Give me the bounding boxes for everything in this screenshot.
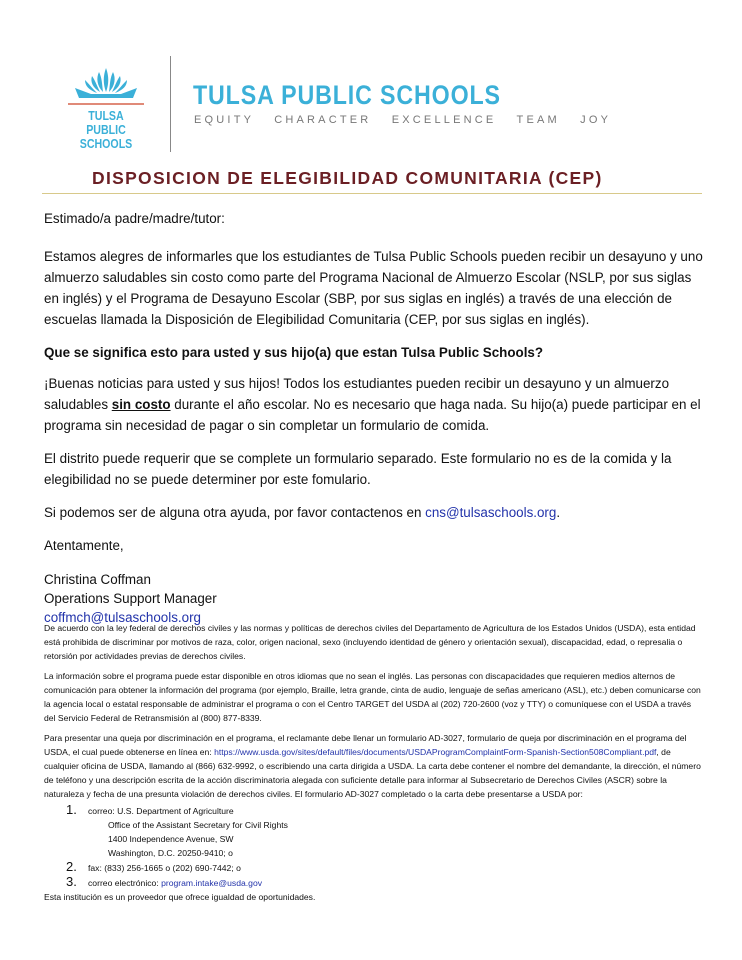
list-number: 3. <box>66 874 77 889</box>
list-item <box>44 803 704 818</box>
signature <box>44 570 704 627</box>
fax-line: fax: (833) 256-1665 o (202) 690-7442; o <box>88 863 241 873</box>
tps-logo <box>62 64 150 151</box>
header-divider <box>170 56 171 152</box>
letter-body <box>44 208 704 627</box>
paragraph-3: El distrito puede requerir que se complete un formulario separado. Este formulario no es de la comida y la elegibilidad no se puede determiner por este fomulario. <box>44 451 672 487</box>
nondiscrimination-footer <box>44 621 704 904</box>
address-line: correo: U.S. Department of Agriculture <box>88 806 234 816</box>
para2-text-a: ¡Buenas noticias para usted y sus hijos! Todos los estudiantes pueden recibir un desayuno y un almuerzo saludables <box>44 376 670 412</box>
footer-paragraph-2: La información sobre el programa puede estar disponible en otros idiomas que no sean el inglés. Las personas con discapacidades que requieren medios alternos de comunicación para obtener la información del programa (por ejemplo, Braille, letra grande, cinta de audio, lenguaje de señas americano (ASL), etc.) deben comunicarse con la agencia local o estatal responsable de administrar el programa o con el Centro TARGET del USDA al (202) 720-2600 (voz y TTY) o comuníquese con el USDA a través del Servicio Federal de Retransmisión al (800) 877-8339. <box>44 671 701 723</box>
para2-text-c: durante el año escolar. No es necesario que haga nada. Su hijo(a) puede participar en el programa sin necesidad de pagar o sin completar un formulario de comida. <box>44 397 701 433</box>
address-line: 1400 Independence Avenue, SW <box>108 834 234 844</box>
address-line: Office of the Assistant Secretary for Civil Rights <box>108 820 288 830</box>
contact-line: Si podemos ser de alguna otra ayuda, por favor contactenos en cns@tulsaschools.org. <box>44 505 561 520</box>
complaint-form-link[interactable]: https://www.usda.gov/sites/default/files/documents/USDAProgramComplaintForm-Spanish-Section508Compliant.pdf <box>214 747 657 757</box>
greeting: Estimado/a padre/madre/tutor: <box>44 211 225 226</box>
closing: Atentamente, <box>44 538 124 553</box>
signer-name: Christina Coffman <box>44 572 151 587</box>
list-number: 2. <box>66 859 77 874</box>
list-item <box>44 875 704 890</box>
book-flame-icon <box>71 64 141 100</box>
logo-line-2: SCHOOLS <box>79 137 133 151</box>
list-item <box>44 860 704 875</box>
equal-opportunity-statement: Esta institución es un proveedor que ofrece igualdad de oportunidades. <box>44 892 316 902</box>
list-number: 1. <box>66 802 77 817</box>
paragraph-2 <box>44 373 704 436</box>
usda-email-link[interactable]: program.intake@usda.gov <box>161 878 263 888</box>
brand-name: TULSA PUBLIC SCHOOLS <box>193 80 501 110</box>
contact-email-link[interactable]: cns@tulsaschools.org <box>425 505 557 520</box>
question-heading: Que se significa esto para usted y sus hijo(a) que estan Tulsa Public Schools? <box>44 345 544 360</box>
tagline: EQUITY CHARACTER EXCELLENCE TEAM JOY <box>194 114 612 126</box>
page-title: DISPOSICION DE ELEGIBILIDAD COMUNITARIA (CEP) <box>92 168 603 188</box>
logo-text <box>69 109 144 151</box>
sin-costo-emphasis: sin costo <box>111 397 171 412</box>
footer-paragraph-1: De acuerdo con la ley federal de derechos civiles y las normas y políticas de derechos civiles del Departamento de Agricultura de los Estados Unidos (USDA), esta entidad está prohibida de discriminar por motivos de raza, color, origen nacional, sexo (incluyendo identidad de género y orientación sexual), discapacidad, edad, o represalia o retorsión por actividades previas de derechos civiles. <box>44 623 696 661</box>
p3-text-b: , de cualquier oficina de USDA, llamando al (866) 632-9992, o escribiendo una carta dirigida a USDA. La carta debe contener el nombre del demandante, la dirección, el número de teléfono y una descripción escrita de la acción discriminatoria alegada con suficiente detalle para informar al Subsecretario de Derechos Civiles (ASCR) sobre la naturaleza y fecha de una presunta violación de derechos civiles. El formulario AD-3027 completado o la carta debe presentarse a USDA por: <box>44 747 701 799</box>
address-line: Washington, D.C. 20250-9410; o <box>108 848 233 858</box>
title-rule <box>42 193 702 194</box>
signer-email-link[interactable]: coffmch@tulsaschools.org <box>44 610 201 625</box>
paragraph-1: Estamos alegres de informarles que los estudiantes de Tulsa Public Schools pueden recibir un desayuno y uno almuerzo saludables sin costo como parte del Programa Nacional de Almuerzo Escolar (NSLP, por sus siglas en inglés) y el Programa de Desayuno Escolar (SBP, por sus siglas en inglés) a través de una elección de escuelas llamada la Disposición de Elegibilidad Comunitaria (CEP, por sus siglas en inglés). <box>44 249 703 327</box>
contact-text: Si podemos ser de alguna otra ayuda, por favor contactenos en <box>44 505 426 520</box>
email-label: correo electrónico: <box>88 878 162 888</box>
footer-paragraph-3 <box>44 731 704 801</box>
signer-title: Operations Support Manager <box>44 591 217 606</box>
logo-line-1: TULSA PUBLIC <box>86 109 126 137</box>
p3-text-a: Para presentar una queja por discriminación en el programa, el reclamante debe llenar un formulario AD-3027, formulario de queja por discriminación en el programa del USDA, el cual puede obtenerse en línea en: <box>44 733 687 757</box>
